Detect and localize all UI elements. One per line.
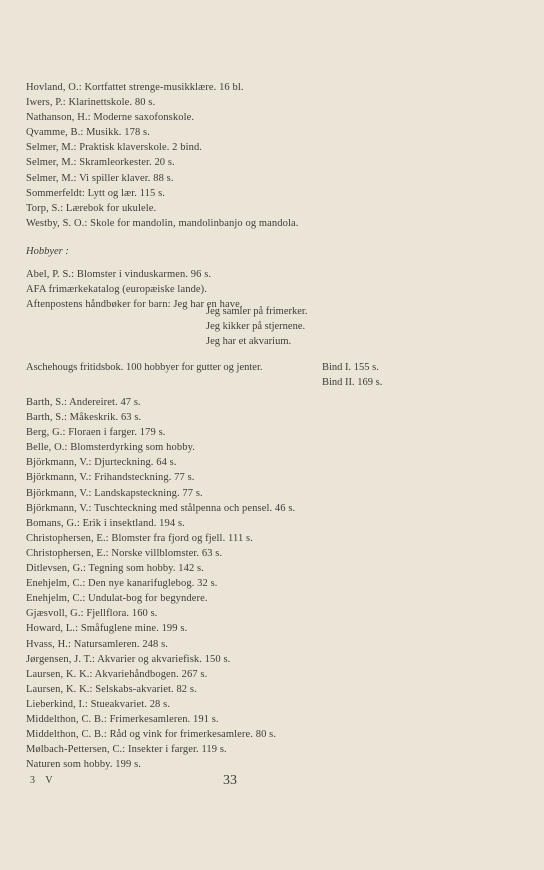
list-item: Middelthon, C. B.: Råd og vink for frimerkesamlere. 80 s. (26, 729, 277, 741)
aschehoug-bind-2: Bind II. 169 s. (322, 377, 383, 388)
list-item: Selmer, M.: Skramleorkester. 20 s. (26, 157, 175, 169)
list-item: Björkmann, V.: Djurteckning. 64 s. (26, 457, 177, 469)
list-item: Barth, S.: Andereiret. 47 s. (26, 397, 141, 408)
list-item: Middelthon, C. B.: Frimerkesamleren. 191 s. (26, 713, 219, 725)
list-item: Sommerfeldt: Lytt og lær. 115 s. (26, 187, 166, 199)
list-item: Enehjelm, C.: Den nye kanarifuglebog. 32 s. (26, 578, 218, 590)
list-item: Laursen, K. K.: Akvariehåndbogen. 267 s. (26, 668, 208, 680)
list-item: Ditlevsen, G.: Tegning som hobby. 142 s. (26, 563, 204, 575)
list-item: Nathanson, H.: Moderne saxofonskole. (26, 112, 195, 124)
list-item: Lieberkind, I.: Stueakvariet. 28 s. (26, 698, 171, 710)
list-item: Hvass, H.: Natursamleren. 248 s. (26, 638, 169, 650)
list-item: Jørgensen, J. T.: Akvarier og akvariefisk. 150 s. (26, 653, 231, 665)
aschehoug-entry: Aschehougs fritidsbok. 100 hobbyer for gutter og jenter. (26, 362, 263, 373)
list-item: Iwers, P.: Klarinettskole. 80 s. (26, 97, 156, 109)
list-item: Selmer, M.: Vi spiller klaver. 88 s. (26, 172, 174, 184)
aschehoug-bind-1: Bind I. 155 s. (322, 362, 379, 373)
list-item: Enehjelm, C.: Undulat-bog for begyndere. (26, 593, 208, 605)
list-item: Hovland, O.: Kortfattet strenge-musikklære. 16 bl. (26, 82, 244, 93)
list-item: Torp, S.: Lærebok for ukulele. (26, 202, 157, 214)
music-entries-list (26, 80, 426, 231)
page-number: 33 (223, 773, 237, 788)
list-item: Aftenpostens håndbøker for barn: Jeg har en have. (26, 299, 243, 311)
aftenposten-sublist (206, 304, 307, 349)
list-item: Barth, S.: Måkeskrik. 63 s. (26, 412, 142, 424)
list-item: Björkmann, V.: Frihandsteckning. 77 s. (26, 472, 195, 484)
list-item: Jeg samler på frimerker. (206, 306, 308, 317)
list-item: Björkmann, V.: Tuschteckning med stålpenna och pensel. 46 s. (26, 502, 296, 514)
list-item: Laursen, K. K.: Selskabs-akvariet. 82 s. (26, 683, 197, 695)
list-item: Berg, G.: Floraen i farger. 179 s. (26, 427, 166, 439)
list-item: Qvamme, B.: Musikk. 178 s. (26, 127, 150, 139)
list-item: Jeg har et akvarium. (206, 336, 292, 348)
list-item: Björkmann, V.: Landskapsteckning. 77 s. (26, 487, 203, 499)
section-heading: Hobbyer : (26, 246, 69, 257)
list-item: Westby, S. O.: Skole for mandolin, mandolinbanjo og mandola. (26, 217, 299, 229)
list-item: Naturen som hobby. 199 s. (26, 759, 141, 771)
signature-mark: 3 V (30, 775, 57, 786)
list-item: Mølbach-Pettersen, C.: Insekter i farger. 119 s. (26, 744, 227, 756)
list-item: Bomans, G.: Erik i insektland. 194 s. (26, 517, 185, 529)
list-item: Selmer, M.: Praktisk klaverskole. 2 bind. (26, 142, 203, 154)
list-item: Abel, P. S.: Blomster i vinduskarmen. 96 s. (26, 269, 212, 280)
list-item: Howard, L.: Småfuglene mine. 199 s. (26, 623, 188, 635)
list-item: Christophersen, E.: Norske villblomster. 63 s. (26, 547, 223, 559)
list-item: AFA frimærkekatalog (europæiske lande). (26, 284, 207, 296)
list-item: Christophersen, E.: Blomster fra fjord og fjell. 111 s. (26, 532, 253, 544)
list-item: Gjæsvoll, G.: Fjellflora. 160 s. (26, 608, 158, 620)
list-item: Jeg kikker på stjernene. (206, 321, 306, 333)
hobby-entries-list-b (26, 395, 426, 772)
list-item: Belle, O.: Blomsterdyrking som hobby. (26, 442, 195, 454)
